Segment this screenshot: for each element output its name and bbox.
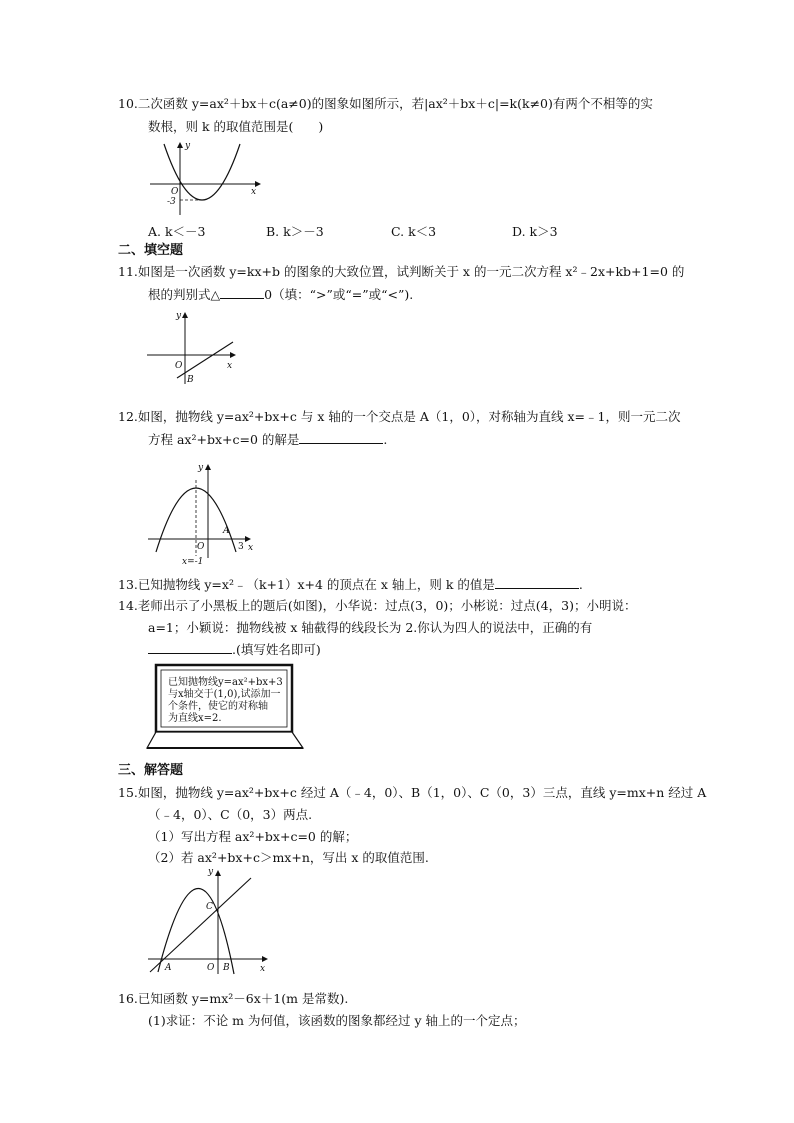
q15-x-label: x	[260, 964, 266, 974]
q12-tick-3-label: 3	[238, 542, 244, 552]
q10-choice-a: A. k＜－3	[148, 224, 206, 239]
q11-point-b-label: B	[187, 375, 194, 385]
q10-choice-b: B. k＞－3	[266, 224, 324, 239]
q15-origin-label: O	[207, 963, 215, 973]
q14-stem-line2: a=1；小颖说：抛物线被 x 轴截得的线段长为 2.你认为四人的说法中，正确的有	[148, 620, 593, 635]
q10-origin-label: O	[171, 187, 179, 197]
answer-blank	[220, 286, 264, 299]
q10-stem-line2: 数根，则 k 的取值范围是( )	[148, 119, 324, 134]
q15-stem-line2: （﹣4，0）、C（0，3）两点.	[148, 807, 313, 822]
q12-axis-label: x=-1	[182, 557, 204, 567]
q11-stem-line2: 根的判别式△ 0（填：“>”或“=”或“<”).	[148, 287, 414, 302]
answer-blank	[495, 576, 579, 589]
q12-origin-label: O	[197, 542, 205, 552]
q10-parabola-figure	[150, 140, 265, 220]
q10-stem-line1: 10.二次函数 y=ax²＋bx＋c(a≠0)的图象如图所示，若|ax²＋bx＋c|=k(k≠0)有两个不相等的实	[118, 96, 653, 111]
q11-x-label: x	[227, 361, 233, 371]
q15-stem-line1: 15.如图，抛物线 y=ax²+bx+c 经过 A（﹣4，0）、B（1，0）、C（0，3）三点，直线 y=mx+n 经过 A	[118, 785, 707, 800]
q10-choice-c: C. k＜3	[391, 224, 437, 239]
q11-line-figure	[145, 308, 240, 388]
blackboard-line: 与x轴交于(1,0),试添加一	[168, 689, 281, 700]
q14-stem-line1: 14.老师出示了小黑板上的题后(如图)，小华说：过点(3，0)；小彬说：过点(4，3)；小明说：	[118, 598, 637, 613]
q11-origin-label: O	[175, 361, 183, 371]
q15-graph-figure	[146, 866, 271, 978]
q13-stem: 13.已知抛物线 y=x²﹣（k+1）x+4 的顶点在 x 轴上，则 k 的值是 .	[118, 577, 583, 592]
q10-minus3-label: -3	[167, 197, 176, 207]
q12-x-label: x	[248, 543, 254, 553]
q15-part1: （1）写出方程 ax²+bx+c=0 的解；	[148, 829, 358, 844]
blackboard-line: 为直线x=2.	[168, 713, 222, 724]
q12-stem-line2: 方程 ax²+bx+c=0 的解是 .	[148, 432, 388, 447]
q14-stem-line3: .(填写姓名即可)	[148, 641, 321, 658]
section-heading-solutions: 三、解答题	[118, 763, 184, 778]
q10-choice-d: D. k＞3	[512, 224, 558, 239]
q15-point-a-label: A	[165, 963, 172, 973]
q12-stem-line1: 12.如图，抛物线 y=ax²+bx+c 与 x 轴的一个交点是 A（1，0），对称轴为直线 x=﹣1，则一元二次	[118, 409, 681, 424]
answer-blank	[148, 641, 232, 654]
q15-part2: （2）若 ax²+bx+c＞mx+n，写出 x 的取值范围.	[148, 850, 429, 865]
q12-parabola-figure	[148, 460, 258, 570]
blackboard-text	[168, 677, 283, 725]
q11-y-label: y	[176, 311, 182, 321]
blackboard-line: 个条件，使它的对称轴	[168, 701, 268, 712]
section-heading-fill-blank: 二、填空题	[118, 243, 184, 258]
blackboard-line: 已知抛物线y=ax²+bx+3	[168, 677, 283, 688]
q15-point-c-label: C	[206, 902, 213, 912]
answer-blank	[299, 431, 383, 444]
q16-stem-line1: 16.已知函数 y=mx²－6x＋1(m 是常数).	[118, 991, 349, 1006]
q11-stem-line1: 11.如图是一次函数 y=kx+b 的图象的大致位置，试判断关于 x 的一元二次方程 x²﹣2x+kb+1=0 的	[118, 264, 685, 279]
q10-y-label: y	[185, 141, 191, 151]
q15-point-b-label: B	[223, 963, 230, 973]
q15-y-label: y	[208, 867, 214, 877]
q16-part1: (1)求证：不论 m 为何值，该函数的图象都经过 y 轴上的一个定点；	[148, 1013, 526, 1028]
q10-x-label: x	[251, 187, 257, 197]
q12-point-a-label: A	[223, 526, 230, 536]
q12-y-label: y	[198, 463, 204, 473]
